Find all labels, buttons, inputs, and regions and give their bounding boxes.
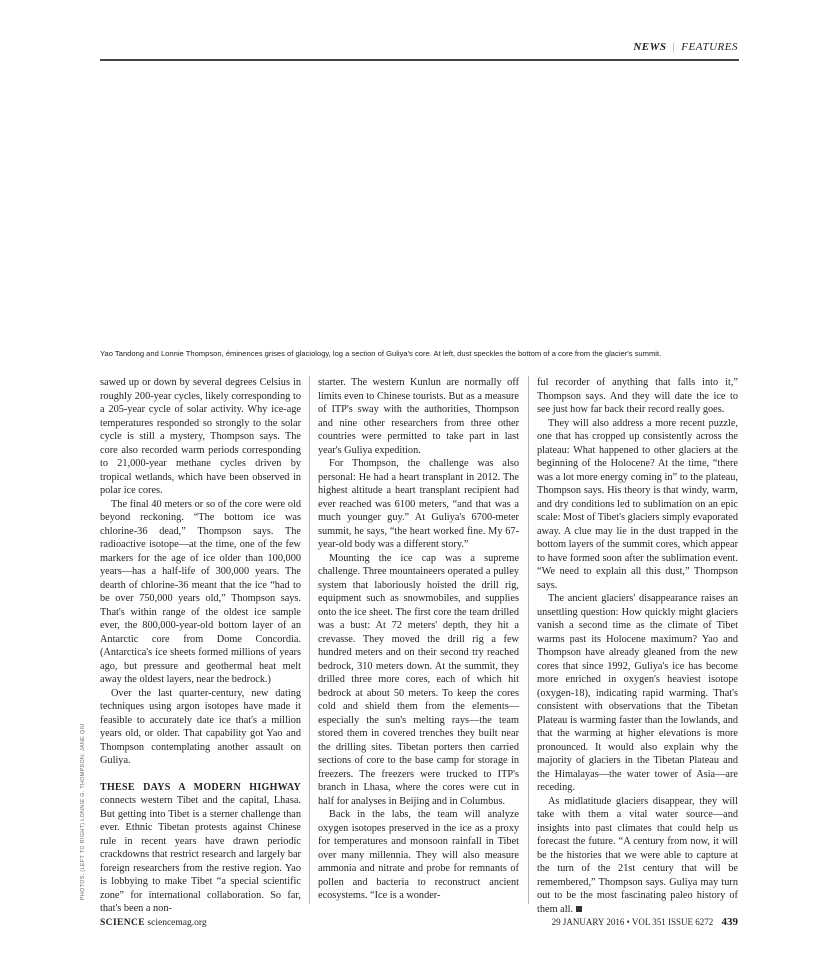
column-rule [528, 376, 529, 904]
header-separator: | [672, 41, 676, 53]
column-3 [537, 376, 738, 916]
running-header [633, 41, 738, 53]
column-2 [318, 376, 519, 903]
paragraph: ful recorder of anything that falls into it,” Thompson says. And they will date the ice to see just how far back their record really goes. [537, 377, 738, 415]
paragraph: Mounting the ice cap was a supreme challenge. Three mountaineers operated a pulley system that laboriously hoisted the drill rig, equipment such as snowmobiles, and supplies onto the ice sheet. The first core the team drilled was a bust: At 72 meters' depth, they hit a crevasse. They moved the drill rig a few hundred meters and on their second try reached bedrock, 310 meters down. At the summit, they drilled three more cores, each of which hit bedrock at about 50 meters. To keep the cores cold and shield them from the elements—especially the sun's melting rays—the team stored them in covered trenches they built near the drilling sites. Tibetan porters then carried sections of core to the base camp for storage in freezers. The freezers were trucked to ITP's branch in Lhasa, where the cores were cut in half for analyses in Beijing and in Columbus. [318, 552, 519, 807]
photo-credit: PHOTOS: (LEFT TO RIGHT) LONNIE G. THOMPSON; JANE QIU [80, 723, 86, 900]
paragraph: sawed up or down by several degrees Celsius in roughly 200-year cycles, likely corresponding to a 205-year cycle of solar activity. Why ice-age temperatures responded so strongly to the solar cycle is still a mystery, Thompson says. The core also recorded warm periods corresponding to 21,000-year methane cycles driven by tropical wetlands, which have been observed in polar ice cores. [100, 377, 301, 496]
paragraph: For Thompson, the challenge was also personal: He had a heart transplant in 2012. The highest altitude a heart transplant recipient had ever reached was 6100 meters, “and that was a much younger guy.” At Guliya's 6700-meter summit, he says, “the heart worked fine. My 67-year-old body was a different story.” [318, 458, 519, 550]
paragraph: Back in the labs, the team will analyze oxygen isotopes preserved in the ice as a proxy for temperatures and monsoon rainfall in Tibet over many millennia. They will also measure ammonia and nitrate and probe for remnants of pollen and bacteria to reconstruct ancient ecosystems. “Ice is a wonder- [318, 809, 519, 901]
subsection-label: FEATURES [681, 41, 738, 53]
lead-paragraph-text: connects western Tibet and the capital, Lhasa. But getting into Tibet is a sterner challenge than ever. Ethnic Tibetan protests against Chinese rule in recent years have drawn periodic crackdowns that restrict research and largely bar foreign researchers from the restive region. Yao is lobbying to make Tibet “a special scientific zone” for international collaboration. So far, that's been a non- [100, 795, 301, 914]
page-number: 439 [721, 916, 738, 928]
section-label: NEWS [633, 41, 667, 53]
footer-left [100, 918, 207, 928]
lead-paragraph [100, 781, 301, 916]
paragraph: The ancient glaciers' disappearance raises an unsettling question: How quickly might glaciers vanish a second time as the climate of Tibet warms past its Holocene maximum? Yao and Thompson have already gleaned from the new cores that since 1992, Guliya's ice has become more enriched in oxygen's heaviest isotope (oxygen-18), indicating rapid warming. That's consistent with observations that the Tibetan Plateau is warming faster than the lowlands, and that the warming at higher elevations is more pronounced. It would also explain why the majority of glaciers in the Tibetan Plateau and the Himalayas—the water tower of Asia—are receding. [537, 593, 738, 793]
final-paragraph [537, 795, 738, 917]
paragraph: starter. The western Kunlun are normally off limits even to Chinese tourists. But as a measure of ITP's sway with the authorities, Thompson and nine other researchers from three other countries were permitted to take part in last year's Guliya expedition. [318, 377, 519, 456]
paragraph: They will also address a more recent puzzle, one that has cropped up consistently across the plateau: What happened to other glaciers at the beginning of the Holocene? At the time, “there was a lot more energy coming in” to the plateau, Thompson says. His theory is that windy, warm, and dry conditions led to sublimation on an epic scale: Most of Tibet's glaciers simply evaporated away. A clue may lie in the dust trapped in the bottom layers of the summit cores, which appear to have formed soon after the sublimation event. “We need to explain all this dust,” Thompson says. [537, 417, 738, 591]
website: sciencemag.org [147, 918, 207, 928]
lead-in: THESE DAYS A MODERN HIGHWAY [100, 781, 301, 793]
footer-right [552, 916, 738, 928]
final-paragraph-text: As midlatitude glaciers disappear, they will take with them a vital water source—and insights into past climates that could help us forecast the future. “A century from now, it will be the histories that we were able to capture at the turn of the 21st century that will be remembered,” Thompson says. Guliya may turn out to be the most fascinating paleo history of them all. [537, 795, 738, 915]
column-1 [100, 376, 301, 916]
column-rule [309, 376, 310, 904]
paragraph: Over the last quarter-century, new dating techniques using argon isotopes have made it feasible to accurately date ice that's a million years old, or older. That capability got Yao and Thompson contemplating another assault on Guliya. [100, 687, 301, 766]
photo-area [100, 64, 739, 344]
issue-info: 29 JANUARY 2016 • VOL 351 ISSUE 6272 [551, 917, 714, 927]
paragraph: The final 40 meters or so of the core were old beyond reckoning. “The bottom ice was chlorine-36 dead,” Thompson says. The radioactive isotope—at the time, one of the few markers for the age of ice older than 100,000 years—has a half-life of 300,000 years. The dearth of chlorine-36 meant that the ice “had to be over 750,000 years old,” Thompson says. That's within range of the oldest ice sample ever, the 800,000-year-old bottom layer of an Antarctic core from Dome Concordia. (Antarctica's ice sheets formed millions of years ago, but pressure and geothermal heat melt away the oldest layers, near the bedrock.) [100, 498, 301, 685]
photo-caption: Yao Tandong and Lonnie Thompson, éminences grises of glaciology, log a section of Guliya's core. At left, dust speckles the bottom of a core from the glacier's summit. [100, 349, 662, 358]
end-mark-icon [576, 906, 582, 912]
magazine-name: SCIENCE [100, 918, 146, 928]
header-rule [100, 59, 739, 61]
